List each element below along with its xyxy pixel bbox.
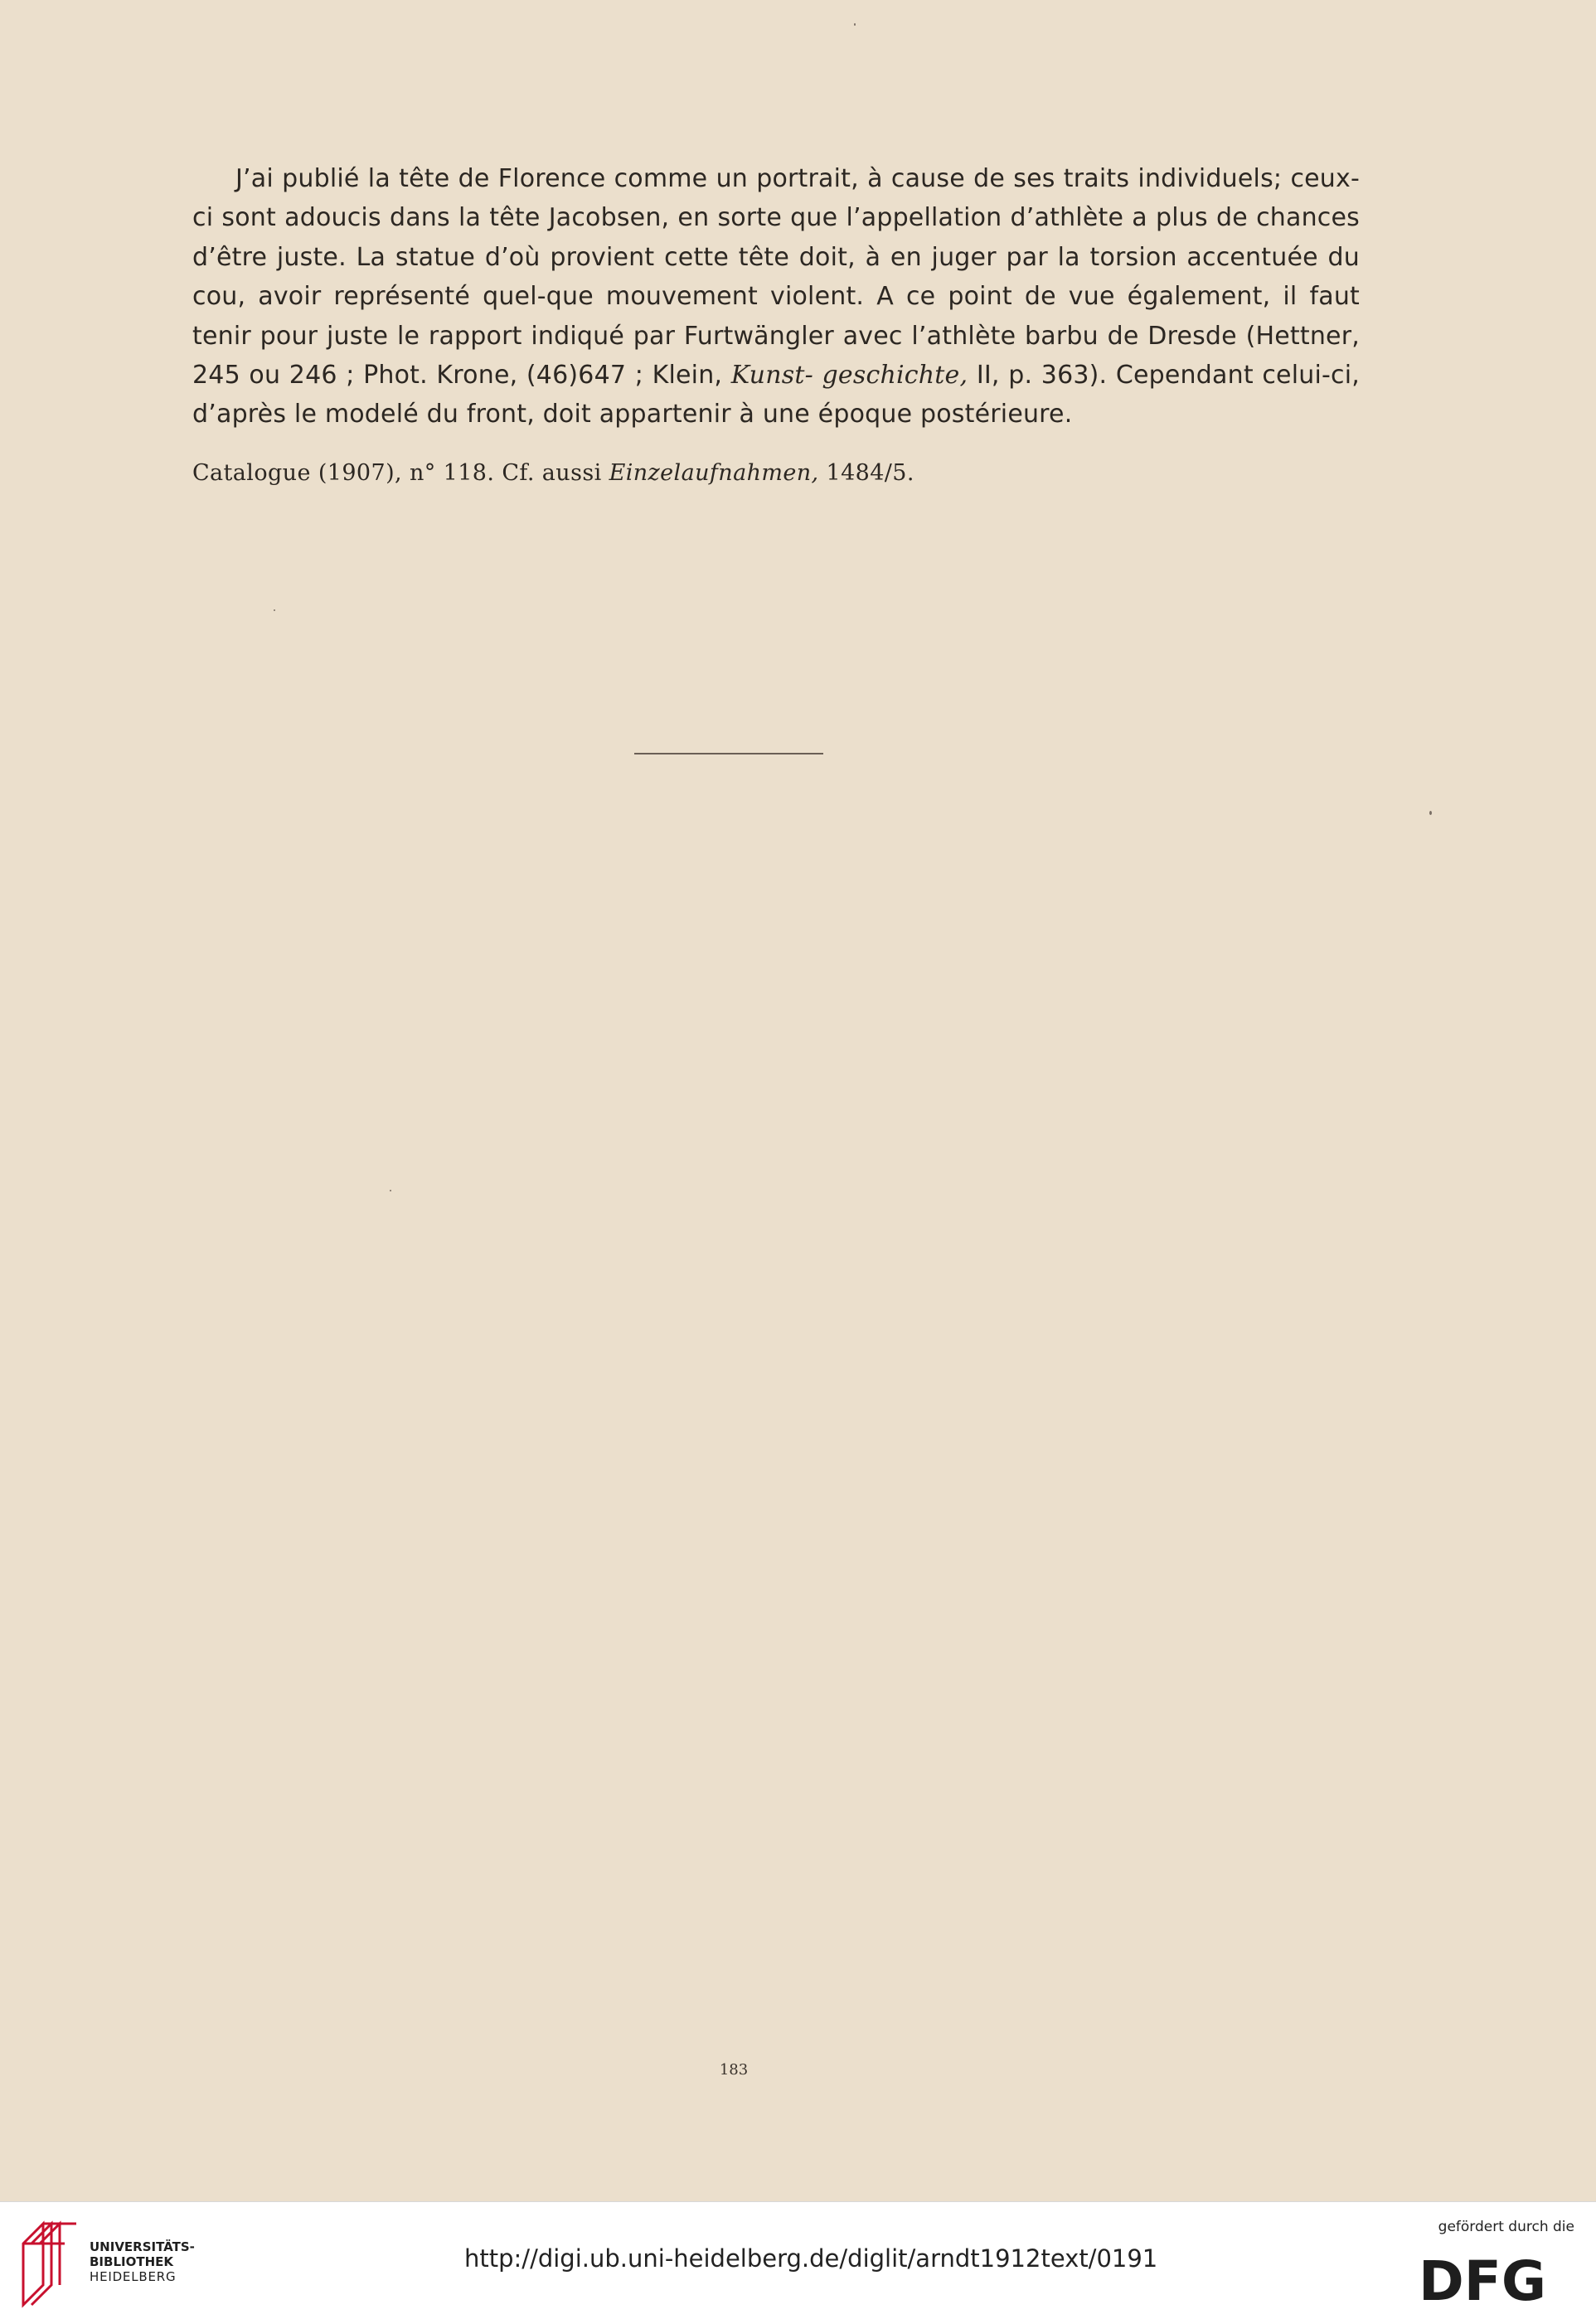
paragraph-text: J’ai publié la tête de Florence comme un portrait, à cause de ses traits individuels; ceux-ci sont adoucis dans la tête Jacobsen, en sorte que l’appellation d’athlète a plus de chances d’être juste. La statue d’où provient cette tête doit, à en juger par la torsion accentuée du cou, avoir représenté quel-que mouvement violent. A ce point de vue également, il faut tenir pour juste le rapport indiqué par Furtwängler avec l’athlète barbu de Dresde (Hettner, 245 ou 246 ; Phot. Krone, (46)647 ; Klein, Kunst- geschichte, II, p. 363). Cependant celui-ci, d’après le modelé du front, doit appartenir à une époque postérieure. — [192, 164, 1360, 429]
library-name: UNIVERSITÄTS- BIBLIOTHEK HEIDELBERG — [90, 2239, 195, 2284]
paper-speck — [854, 23, 856, 26]
catalogue-prefix: Catalogue (1907), n° 118. Cf. aussi — [192, 460, 609, 486]
italic-geschichte: geschichte, — [822, 361, 968, 391]
paper-speck — [274, 609, 275, 611]
catalogue-reference — [192, 460, 914, 486]
permalink-url[interactable]: http://digi.ub.uni-heidelberg.de/diglit/arndt1912text/0191 — [464, 2244, 1158, 2273]
page-number: 183 — [719, 2061, 749, 2079]
catalogue-suffix: 1484/5. — [818, 460, 914, 486]
university-library-logo-icon — [15, 2219, 83, 2308]
dfg-logo-text: DFG — [1419, 2255, 1547, 2305]
catalogue-italic-title: Einzelaufnahmen, — [609, 460, 819, 486]
footer-bar — [0, 2201, 1596, 2319]
italic-kunst: Kunst- — [730, 361, 813, 391]
paper-speck — [1429, 811, 1432, 815]
section-separator — [634, 753, 823, 754]
main-paragraph — [192, 159, 1360, 434]
funding-caption: gefördert durch die — [1438, 2219, 1574, 2235]
dfg-logo-icon — [1419, 2255, 1573, 2305]
paper-speck — [390, 1190, 391, 1191]
